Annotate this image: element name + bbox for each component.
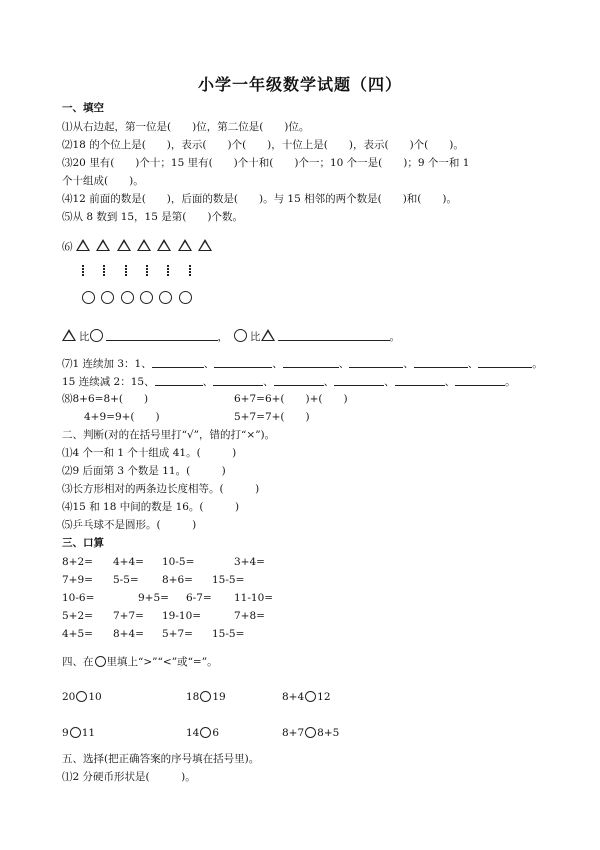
section1-heading: 一、填空: [62, 102, 104, 114]
answer-blank[interactable]: [152, 357, 204, 368]
question-1-6-label: ⑹: [62, 241, 73, 253]
triangle-icon: [117, 239, 131, 251]
circle-icon: [179, 291, 192, 304]
stick-icon: [146, 265, 148, 277]
answer-blank[interactable]: [283, 357, 339, 368]
compare-item: 18 19: [186, 691, 226, 703]
oral-calc-item: 7+8=: [234, 610, 265, 622]
answer-blank[interactable]: [334, 375, 384, 386]
answer-circle[interactable]: [305, 691, 316, 702]
judge-item: ⑷15 和 18 中间的数是 16。( ): [62, 501, 240, 513]
oral-calc-item: 10-6=: [62, 592, 95, 604]
compare-line: 比 ， 比 。: [62, 328, 400, 346]
question-1-5: ⑸从 8 数到 15，15 是第( )个数。: [62, 211, 243, 223]
compare-item: 20 10: [62, 691, 102, 703]
circle-icon: [82, 291, 95, 304]
triangle-icon: [178, 239, 192, 251]
question-1-4: ⑷12 前面的数是( )，后面的数是( )。与 15 相邻的两个数是( )和( )。: [62, 193, 458, 205]
triangle-icon: [76, 239, 90, 251]
answer-blank[interactable]: [214, 357, 272, 368]
circle-icon: [101, 291, 114, 304]
oral-calc-item: 5+7=: [162, 628, 193, 640]
circle-icon: [121, 291, 134, 304]
stick-icon: [167, 265, 169, 277]
circle-icon: [234, 329, 247, 342]
answer-blank[interactable]: [213, 375, 263, 386]
circle-icon: [140, 291, 153, 304]
question-5-1: ⑴2 分硬币形状是( )。: [62, 771, 196, 783]
question-1-3b: 个十组成( )。: [62, 175, 144, 187]
section4-heading: 四、在 里填上“>”“<”或“=”。: [62, 656, 218, 668]
question-1-8-r2-b: 5+7=7+( ): [234, 411, 310, 423]
oral-calc-item: 4+5=: [62, 628, 93, 640]
oral-calc-item: 7+7=: [113, 610, 144, 622]
answer-circle[interactable]: [76, 691, 87, 702]
oral-calc-item: 5-5=: [113, 574, 139, 586]
oral-calc-item: 6-7=: [186, 592, 212, 604]
oral-calc-item: 19-10=: [162, 610, 202, 622]
circle-icon: [90, 329, 103, 342]
question-1-8-r1-b: 6+7=6+( )+( ): [234, 393, 348, 405]
question-1-3a: ⑶20 里有( )个十；15 里有( )个十和( )个一；10 个一是( )；9 个一和 1: [62, 157, 470, 169]
oral-calc-item: 5+2=: [62, 610, 93, 622]
triangle-icon: [62, 329, 76, 341]
answer-blank[interactable]: [278, 330, 390, 341]
circle-row: [82, 290, 195, 308]
compare-item: 9 11: [62, 727, 96, 739]
triangle-icon: [198, 239, 212, 251]
oral-calc-item: 4+4=: [113, 556, 144, 568]
compare-text-a: 比: [79, 331, 90, 343]
answer-blank[interactable]: [414, 357, 468, 368]
triangle-icon: [96, 239, 110, 251]
stick-icon: [103, 265, 105, 277]
stick-icon: [125, 265, 127, 277]
answer-blank[interactable]: [478, 357, 532, 368]
answer-blank[interactable]: [106, 330, 218, 341]
triangle-icon: [261, 329, 275, 341]
stick-icon: [82, 265, 84, 277]
compare-text-b: 比: [250, 331, 261, 343]
answer-blank[interactable]: [395, 375, 445, 386]
judge-item: ⑵9 后面第 3 个数是 11。( ): [62, 465, 226, 477]
oral-calc-item: 15-5=: [212, 628, 245, 640]
answer-blank[interactable]: [455, 375, 505, 386]
triangle-icon: [157, 239, 171, 251]
question-1-8-r1-a: ⑻8+6=8+( ): [62, 393, 149, 405]
answer-circle[interactable]: [70, 727, 81, 738]
judge-item: ⑸乒乓球不是圆形。( ): [62, 519, 197, 531]
stick-icon: [189, 265, 191, 277]
answer-circle[interactable]: [200, 691, 211, 702]
page-title: 小学一年级数学试题（四）: [197, 75, 402, 94]
circle-icon: [159, 291, 172, 304]
section2-heading: 二、判断(对的在括号里打“√”，错的打“×”)。: [62, 429, 276, 441]
oral-calc-item: 8+6=: [162, 574, 193, 586]
triangle-icon: [137, 239, 151, 251]
judge-item: ⑴4 个一和 1 个十组成 41。( ): [62, 447, 237, 459]
judge-item: ⑶长方形相对的两条边长度相等。( ): [62, 483, 260, 495]
section5-heading: 五、选择(把正确答案的序号填在括号里)。: [62, 753, 260, 765]
triangle-row: [62, 238, 215, 256]
compare-item: 8+4 12: [282, 691, 331, 703]
answer-blank[interactable]: [349, 357, 403, 368]
section3-heading: 三、口算: [62, 537, 104, 549]
oral-calc-item: 7+9=: [62, 574, 93, 586]
question-1-1: ⑴从右边起，第一位是( )位，第二位是( )位。: [62, 121, 310, 133]
oral-calc-item: 10-5=: [162, 556, 195, 568]
answer-circle[interactable]: [305, 727, 316, 738]
oral-calc-item: 8+2=: [62, 556, 93, 568]
answer-blank[interactable]: [155, 375, 203, 386]
circle-icon: [95, 656, 106, 667]
answer-blank[interactable]: [274, 375, 324, 386]
compare-item: 14 6: [186, 727, 220, 739]
answer-circle[interactable]: [200, 727, 211, 738]
oral-calc-item: 15-5=: [212, 574, 245, 586]
oral-calc-item: 9+5=: [138, 592, 169, 604]
oral-calc-item: 3+4=: [234, 556, 265, 568]
oral-calc-item: 11-10=: [234, 592, 274, 604]
question-1-8-r2-a: 4+9=9+( ): [84, 411, 160, 423]
compare-item: 8+7 8+5: [282, 727, 340, 739]
stick-row: [82, 264, 207, 282]
question-1-7a: ⑺1 连续加 3：1、 、 、 、 、 、 。: [62, 358, 543, 370]
question-1-7b: 15 连续减 2：15、 、 、 、 、 、 。: [62, 376, 516, 388]
question-1-2: ⑵18 的个位上是( )，表示( )个( )，十位上是( )，表示( )个( )。: [62, 139, 464, 151]
oral-calc-item: 8+4=: [113, 628, 144, 640]
